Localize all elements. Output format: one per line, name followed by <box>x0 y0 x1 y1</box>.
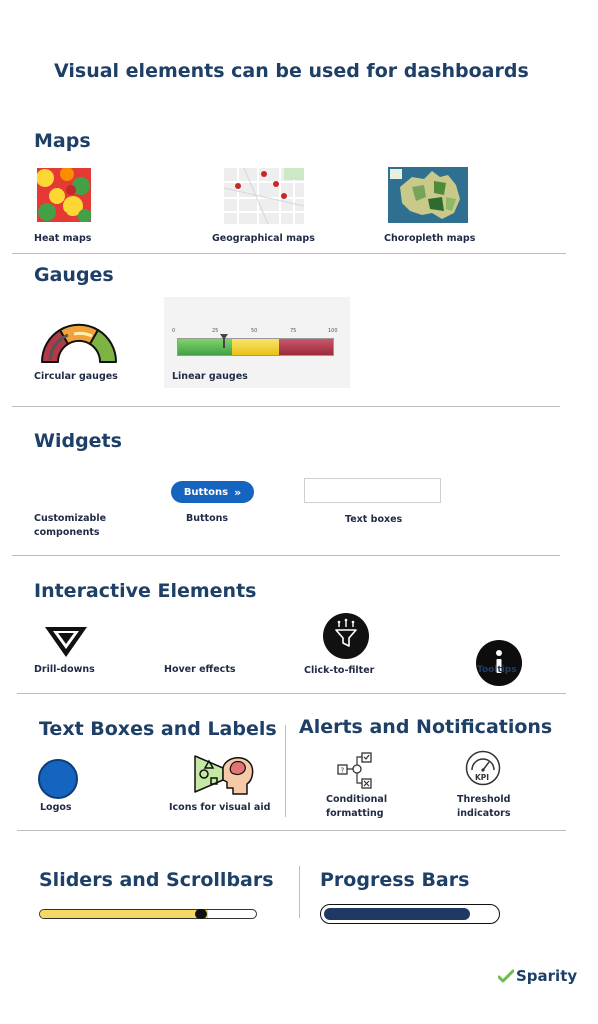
divider <box>17 830 566 831</box>
interactive-elements-heading: Interactive Elements <box>34 580 257 602</box>
heat-maps-label: Heat maps <box>34 233 92 244</box>
divider <box>12 253 566 254</box>
choropleth-map-thumbnail <box>388 167 468 223</box>
progress-bar-track <box>320 904 500 924</box>
divider <box>12 406 560 407</box>
divider <box>17 693 566 694</box>
tick-label: 100 <box>328 328 338 334</box>
buttons-demo-text: Buttons <box>183 486 229 498</box>
tick-label: 75 <box>290 328 297 334</box>
maps-heading: Maps <box>34 130 91 152</box>
text-boxes-labels-heading: Text Boxes and Labels <box>39 718 277 740</box>
double-chevron-right-icon: » <box>234 485 242 499</box>
gauge-red-zone <box>279 339 333 355</box>
geographical-maps-label: Geographical maps <box>212 233 315 244</box>
slider-track[interactable] <box>39 909 257 919</box>
tick-label: 0 <box>172 328 176 334</box>
tooltips-label: Tooltips <box>477 665 517 675</box>
page-title: Visual elements can be used for dashboards <box>54 60 529 82</box>
heat-map-thumbnail <box>37 168 91 222</box>
sliders-heading: Sliders and Scrollbars <box>39 869 274 891</box>
vertical-divider <box>299 866 300 918</box>
icons-visual-aid-label: Icons for visual aid <box>169 802 271 813</box>
progress-bar-fill <box>324 908 470 920</box>
linear-gauge-ticks <box>172 328 338 338</box>
circular-gauges-label: Circular gauges <box>34 371 118 382</box>
threshold-indicators-label: Threshold indicators <box>457 794 511 819</box>
conditional-formatting-label: Conditional formatting <box>326 794 388 819</box>
kpi-gauge-icon <box>465 750 501 786</box>
info-icon[interactable] <box>476 640 522 686</box>
hover-effects-label: Hover effects <box>164 664 236 675</box>
gauges-heading: Gauges <box>34 264 114 286</box>
textbox-demo-input[interactable] <box>304 478 441 503</box>
linear-gauges-label: Linear gauges <box>172 371 248 382</box>
customizable-components-label: Customizable components <box>34 513 107 538</box>
choropleth-maps-label: Choropleth maps <box>384 233 476 244</box>
brand-check-icon <box>498 969 514 983</box>
svg-text:?: ? <box>340 766 345 775</box>
drill-down-icon <box>44 626 88 658</box>
widgets-heading: Widgets <box>34 430 122 452</box>
kpi-text: KPI <box>475 773 490 782</box>
brand-logo <box>498 967 577 985</box>
buttons-label: Buttons <box>186 513 229 524</box>
alerts-heading: Alerts and Notifications <box>299 716 553 738</box>
tick-label: 25 <box>212 328 219 334</box>
slider-fill <box>40 910 208 918</box>
geographical-map-thumbnail <box>224 168 304 224</box>
divider <box>12 555 560 556</box>
brand-name: Sparity <box>516 967 578 985</box>
gauge-yellow-zone <box>232 339 279 355</box>
conditional-formatting-icon <box>336 752 376 790</box>
filter-icon[interactable] <box>323 613 369 659</box>
progress-bars-heading: Progress Bars <box>320 869 470 891</box>
text-boxes-label: Text boxes <box>345 514 403 525</box>
logo-circle-icon <box>38 759 78 799</box>
vertical-divider <box>285 725 286 817</box>
tick-label: 50 <box>251 328 258 334</box>
gauge-pointer-icon <box>220 334 228 348</box>
buttons-demo-button[interactable] <box>171 481 254 503</box>
drill-downs-label: Drill-downs <box>34 664 95 675</box>
linear-gauge-bar <box>177 338 334 356</box>
click-to-filter-label: Click-to-filter <box>304 665 375 676</box>
logos-label: Logos <box>40 802 72 813</box>
visual-aid-icon <box>193 752 257 796</box>
circular-gauge-icon <box>38 320 120 364</box>
